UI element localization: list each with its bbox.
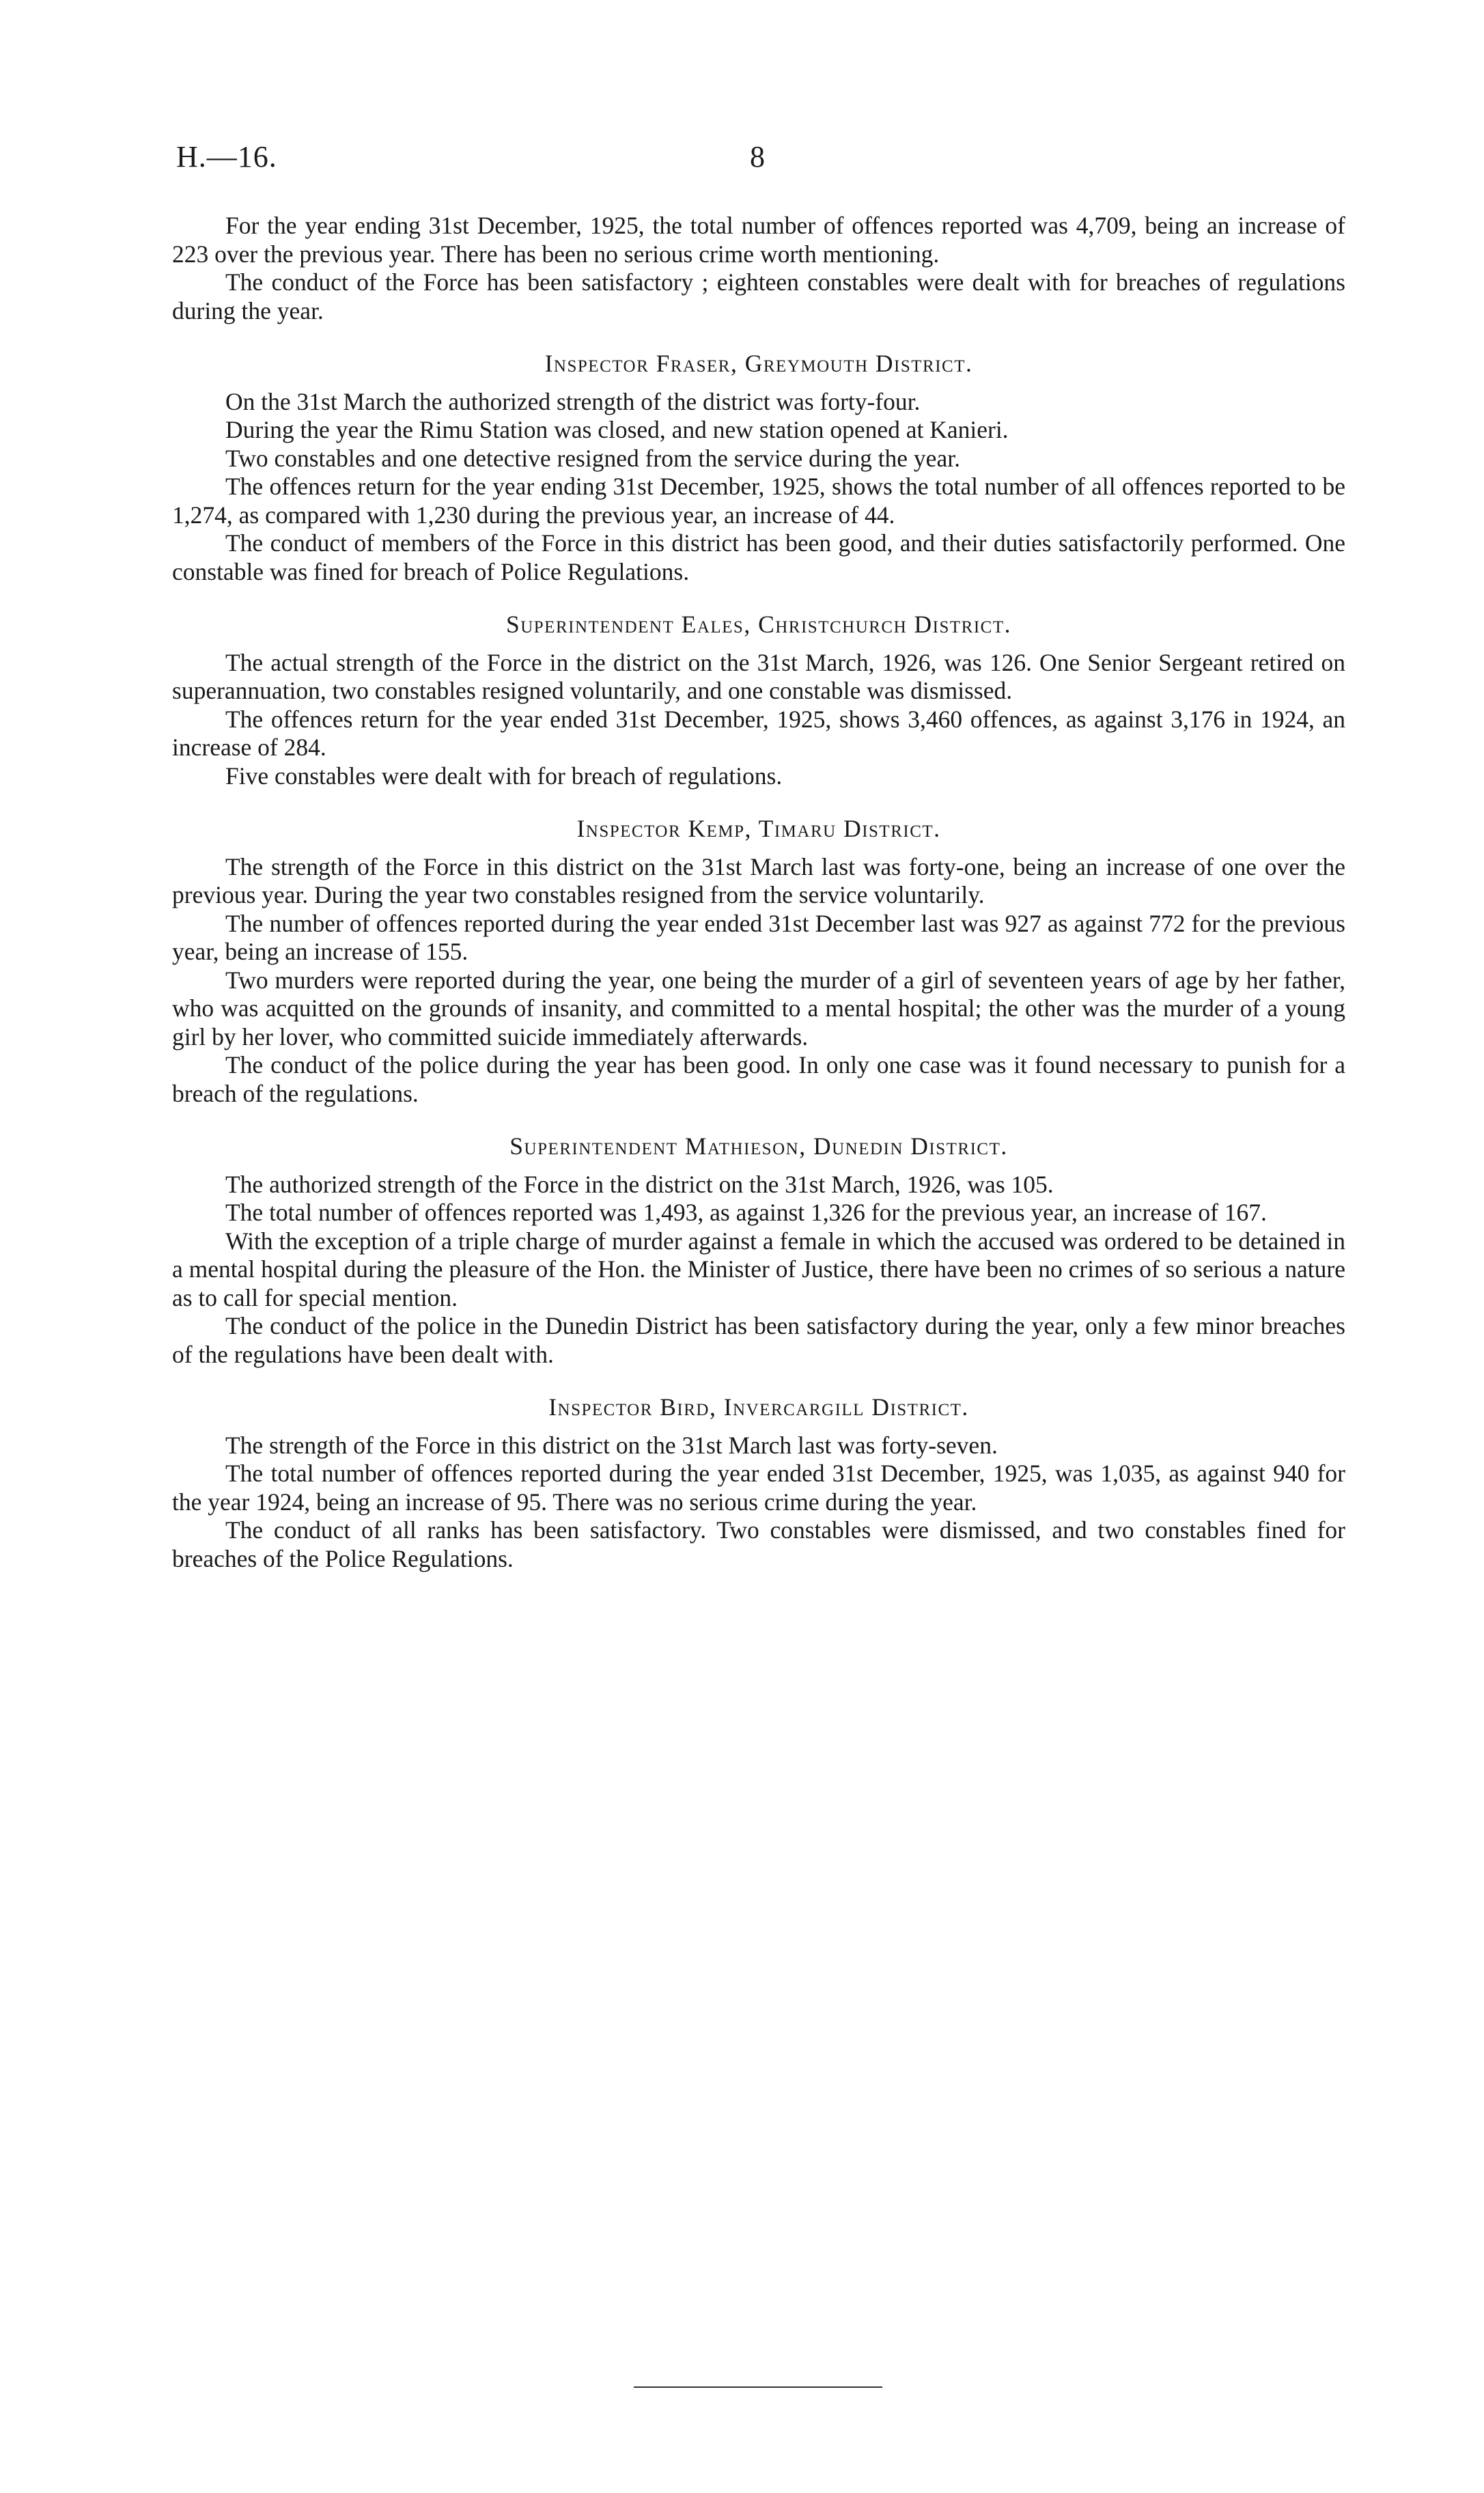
section-heading: Inspector Fraser, Greymouth District. — [544, 350, 973, 377]
paragraph: The conduct of all ranks has been satisfactory. Two constables were dismissed, and two constables fined for breaches of the Police Regulations. — [172, 1516, 1345, 1572]
paragraph: The conduct of the Force has been satisfactory ; eighteen constables were dealt with for breaches of regulations during the year. — [172, 268, 1345, 324]
paragraph: Two murders were reported during the year, one being the murder of a girl of seventeen years of age by her father, who was acquitted on the grounds of insanity, and committed to a mental hospital; the other was the murder of a young girl by her lover, who committed suicide immediately afterwards. — [172, 966, 1345, 1050]
paragraph: For the year ending 31st December, 1925, the total number of offences reported was 4,709, being an increase of 223 over the previous year. There has been no serious crime worth mentioning. — [172, 212, 1345, 268]
paragraph: The strength of the Force in this district on the 31st March last was forty-one, being an increase of one over the previous year. During the year two constables resigned from the service voluntarily. — [172, 852, 1345, 908]
report-body — [172, 212, 1345, 1573]
page-number: 8 — [750, 140, 765, 173]
paragraph: During the year the Rimu Station was closed, and new station opened at Kanieri. — [225, 416, 1009, 443]
paragraph: The authorized strength of the Force in the district on the 31st March, 1926, was 105. — [225, 1170, 1054, 1198]
section-heading: Inspector Kemp, Timaru District. — [576, 815, 941, 842]
section-timaru — [172, 815, 1345, 1108]
paragraph: The actual strength of the Force in the district on the 31st March, 1926, was 126. One Senior Sergeant retired on superannuation, two constables resigned voluntarily, and one constable was dismissed. — [172, 648, 1345, 704]
paragraph: The conduct of the police in the Dunedin District has been satisfactory during the year, only a few minor breaches of the regulations have been dealt with. — [172, 1312, 1345, 1368]
paragraph: On the 31st March the authorized strength of the district was forty-four. — [225, 387, 921, 415]
section-heading: Superintendent Eales, Christchurch District. — [505, 611, 1011, 638]
paragraph: The conduct of the police during the year has been good. In only one case was it found necessary to punish for a breach of the regulations. — [172, 1051, 1345, 1107]
report-reference: H.—16. — [176, 140, 277, 173]
paragraph: The offences return for the year ended 31st December, 1925, shows 3,460 offences, as against 3,176 in 1924, an increase of 284. — [172, 705, 1345, 761]
section-invercargill — [172, 1393, 1345, 1573]
paragraph: Five constables were dealt with for breach of regulations. — [225, 762, 783, 790]
paragraph: The offences return for the year ending 31st December, 1925, shows the total number of all offences reported to be 1,274, as compared with 1,230 during the previous year, an increase of 44. — [172, 473, 1345, 529]
section-christchurch — [172, 611, 1345, 790]
paragraph: The strength of the Force in this district on the 31st March last was forty-seven. — [225, 1431, 998, 1459]
section-greymouth — [172, 350, 1345, 586]
paragraph: The total number of offences reported during the year ended 31st December, 1925, was 1,035, as against 940 for the year 1924, being an increase of 95. There was no serious crime during the year. — [172, 1460, 1345, 1516]
end-rule — [634, 2386, 882, 2388]
section-heading: Superintendent Mathieson, Dunedin District. — [509, 1132, 1008, 1160]
paragraph: The conduct of members of the Force in this district has been good, and their duties satisfactorily performed. One constable was fined for breach of Police Regulations. — [172, 529, 1345, 585]
intro-block — [172, 212, 1345, 325]
paragraph: The total number of offences reported was 1,493, as against 1,326 for the previous year, an increase of 167. — [225, 1199, 1267, 1226]
paragraph: With the exception of a triple charge of murder against a female in which the accused was ordered to be detained in a mental hospital during the pleasure of the Hon. the Minister of Justice, there have been no crimes of so serious a nature as to call for special mention. — [172, 1227, 1345, 1311]
section-dunedin — [172, 1132, 1345, 1369]
section-heading: Inspector Bird, Invercargill District. — [548, 1393, 969, 1421]
paragraph: Two constables and one detective resigned from the service during the year. — [225, 444, 960, 472]
paragraph: The number of offences reported during the year ended 31st December last was 927 as against 772 for the previous year, being an increase of 155. — [172, 909, 1345, 965]
